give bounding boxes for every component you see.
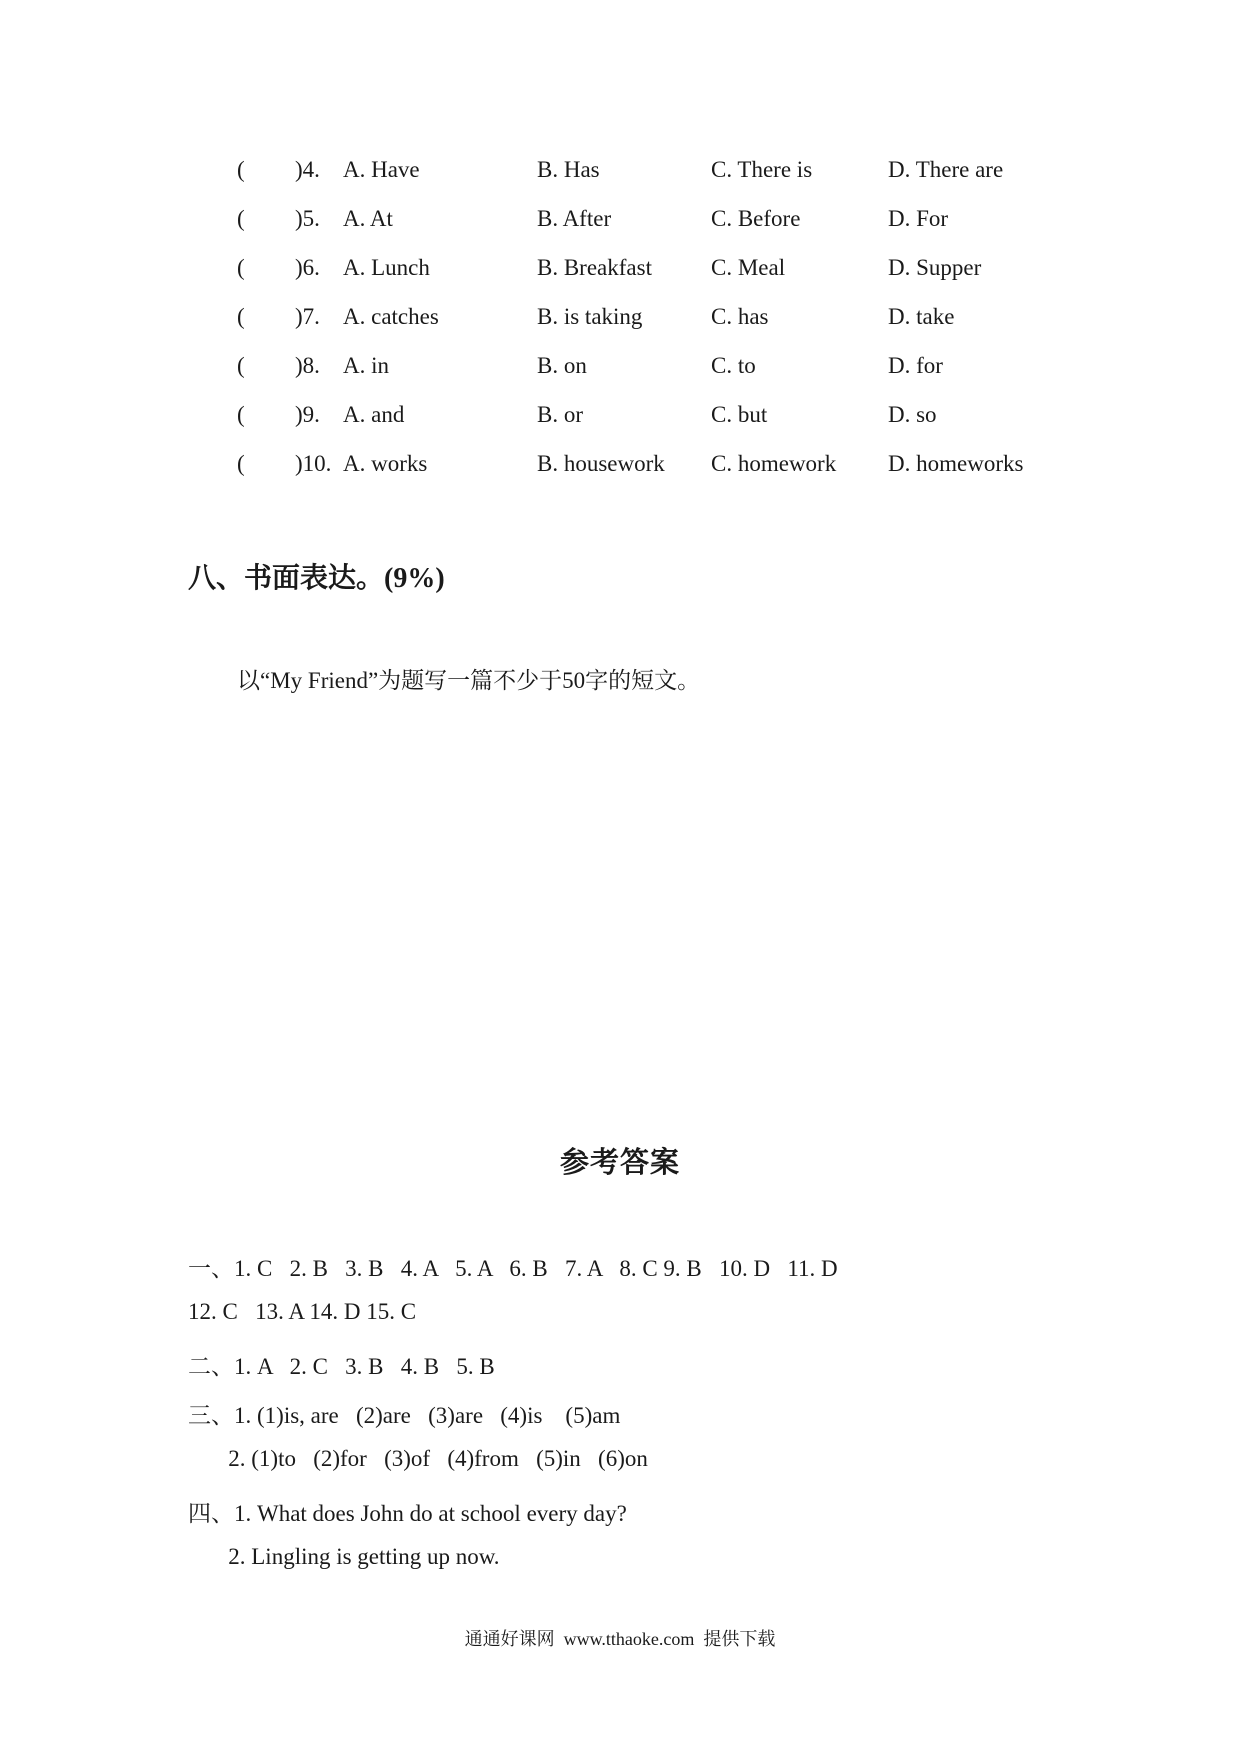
option-a: A. and: [343, 402, 405, 427]
answer-line: 二、1. A 2. C 3. B 4. B 5. B: [188, 1354, 495, 1379]
option-a: A. in: [343, 353, 389, 378]
question-row: [237, 450, 1117, 499]
option-c: C. but: [711, 402, 768, 427]
option-a: A. At: [343, 206, 393, 231]
option-a: A. Lunch: [343, 255, 430, 280]
section-heading-writing: 八、书面表达。(9%): [188, 563, 445, 594]
option-a: A. works: [343, 451, 428, 476]
option-b: B. or: [537, 402, 583, 427]
option-b: B. Has: [537, 157, 600, 182]
answer-line: 一、1. C 2. B 3. B 4. A 5. A 6. B 7. A 8. C 9. B 10. D 11. D: [188, 1256, 838, 1281]
answer-paren-left: (: [237, 157, 245, 182]
option-d: D. for: [888, 353, 943, 378]
answer-paren-left: (: [237, 451, 245, 476]
question-row: [237, 205, 1117, 254]
answer-line: 四、1. What does John do at school every day?: [188, 1501, 627, 1526]
option-c: C. Meal: [711, 255, 786, 280]
option-c: C. There is: [711, 157, 813, 182]
option-c: C. Before: [711, 206, 801, 231]
option-b: B. housework: [537, 451, 665, 476]
option-d: D. There are: [888, 157, 1004, 182]
question-number: )9.: [295, 402, 320, 427]
question-row: [237, 156, 1117, 205]
option-a: A. Have: [343, 157, 420, 182]
option-d: D. For: [888, 206, 949, 231]
question-number: )10.: [295, 451, 332, 476]
question-row: [237, 303, 1117, 352]
multiple-choice-list: [237, 156, 1117, 499]
page-footer: 通通好课网 www.tthaoke.com 提供下载: [464, 1629, 776, 1649]
answer-line: 12. C 13. A 14. D 15. C: [188, 1299, 417, 1324]
writing-task-prompt: 以“My Friend”为题写一篇不少于50字的短文。: [237, 668, 701, 693]
question-number: )5.: [295, 206, 320, 231]
option-b: B. After: [537, 206, 612, 231]
option-d: D. so: [888, 402, 937, 427]
option-d: D. Supper: [888, 255, 982, 280]
option-d: D. homeworks: [888, 451, 1024, 476]
option-d: D. take: [888, 304, 955, 329]
option-b: B. is taking: [537, 304, 643, 329]
option-a: A. catches: [343, 304, 439, 329]
answer-paren-left: (: [237, 353, 245, 378]
question-number: )6.: [295, 255, 320, 280]
question-row: [237, 401, 1117, 450]
answer-line: 2. (1)to (2)for (3)of (4)from (5)in (6)on: [188, 1446, 648, 1471]
answer-paren-left: (: [237, 206, 245, 231]
option-c: C. to: [711, 353, 756, 378]
question-row: [237, 352, 1117, 401]
answer-line: 三、1. (1)is, are (2)are (3)are (4)is (5)am: [188, 1403, 621, 1428]
answer-paren-left: (: [237, 402, 245, 427]
option-c: C. homework: [711, 451, 837, 476]
option-b: B. on: [537, 353, 587, 378]
question-number: )8.: [295, 353, 320, 378]
answer-key-title: 参考答案: [559, 1147, 680, 1179]
question-number: )4.: [295, 157, 320, 182]
answer-paren-left: (: [237, 304, 245, 329]
option-b: B. Breakfast: [537, 255, 652, 280]
question-number: )7.: [295, 304, 320, 329]
option-c: C. has: [711, 304, 769, 329]
answer-line: 2. Lingling is getting up now.: [188, 1544, 500, 1569]
question-row: [237, 254, 1117, 303]
answer-paren-left: (: [237, 255, 245, 280]
